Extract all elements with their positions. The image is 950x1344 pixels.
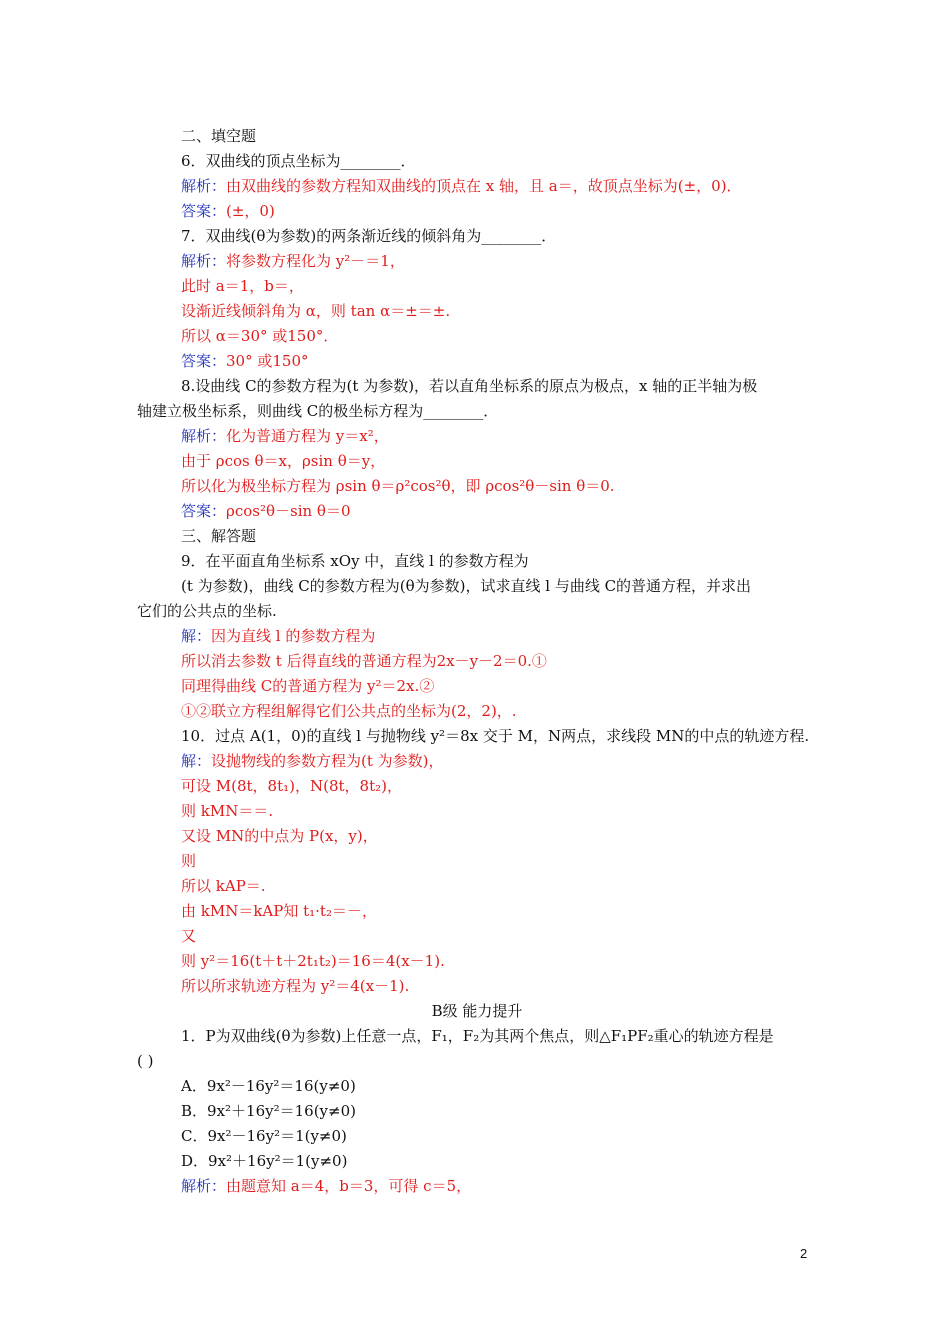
line-text: 30° 或150° — [226, 352, 309, 370]
line-text: 由于 ρcos θ＝x，ρsin θ＝y， — [181, 452, 386, 470]
answer-label: 解： — [181, 752, 212, 770]
line-text: 所以化为极坐标方程为 ρsin θ＝ρ²cos²θ，即 ρcos²θ－sin θ＝0. — [181, 477, 615, 495]
text-line — [181, 549, 817, 573]
line-text: ( ) — [137, 1052, 154, 1070]
text-line — [181, 649, 817, 673]
text-line — [181, 774, 817, 798]
line-text: 此时 a＝1，b＝， — [181, 277, 304, 295]
line-text: 所以 α＝30° 或150°． — [181, 327, 339, 345]
line-text: 设抛物线的参数方程为(t 为参数)， — [211, 752, 444, 770]
text-line — [181, 724, 817, 748]
answer-label: 答案： — [181, 202, 227, 220]
line-text: 7．双曲线(θ为参数)的两条渐近线的倾斜角为________． — [181, 227, 557, 245]
text-line — [181, 524, 817, 548]
line-text: 8.设曲线 C的参数方程为(t 为参数)，若以直角坐标系的原点为极点，x 轴的正半轴为极 — [181, 377, 758, 395]
answer-label: 解析： — [181, 427, 227, 445]
line-text: D．9x²＋16y²＝1(y≠0) — [181, 1152, 348, 1170]
line-text: C．9x²－16y²＝1(y≠0) — [181, 1127, 347, 1145]
line-text: 则 y²＝16(t＋t＋2t₁t₂)＝16＝4(x－1). — [181, 952, 445, 970]
line-text: 又设 MN的中点为 P(x，y)， — [181, 827, 378, 845]
text-line — [181, 449, 817, 473]
text-line — [181, 699, 817, 723]
line-text: 可设 M(8t，8t₁)，N(8t，8t₂)， — [181, 777, 402, 795]
line-text: 因为直线 l 的参数方程为 — [211, 627, 376, 645]
text-line — [181, 674, 817, 698]
text-line — [137, 999, 817, 1023]
text-line — [181, 149, 817, 173]
text-line — [181, 1024, 817, 1048]
line-text: B．9x²＋16y²＝16(y≠0) — [181, 1102, 356, 1120]
line-text: 化为普通方程为 y＝x²， — [226, 427, 389, 445]
answer-label: 解析： — [181, 1177, 227, 1195]
text-line — [137, 599, 817, 623]
text-line — [181, 299, 817, 323]
text-line — [181, 374, 817, 398]
page-number: 2 — [800, 1246, 808, 1261]
text-line — [181, 424, 817, 448]
text-line — [181, 249, 817, 273]
text-line — [181, 574, 817, 598]
line-text: 它们的公共点的坐标. — [137, 602, 277, 620]
line-text: ①②联立方程组解得它们公共点的坐标为(2，2)，. — [181, 702, 517, 720]
line-text: 二、填空题 — [181, 127, 257, 145]
line-text: 所以消去参数 t 后得直线的普通方程为2x－y－2＝0.① — [181, 652, 547, 670]
line-text: 由双曲线的参数方程知双曲线的顶点在 x 轴，且 a＝，故顶点坐标为(±，0)． — [226, 177, 742, 195]
answer-label: 答案： — [181, 352, 227, 370]
line-text: 所以所求轨迹方程为 y²＝4(x－1). — [181, 977, 410, 995]
line-text: 则 — [181, 852, 197, 870]
answer-label: 答案： — [181, 502, 227, 520]
line-text: 设渐近线倾斜角为 α，则 tan α＝±＝±. — [181, 302, 451, 320]
text-line — [181, 324, 817, 348]
text-line — [181, 974, 817, 998]
text-line — [137, 399, 817, 423]
line-text: 9．在平面直角坐标系 xOy 中，直线 l 的参数方程为 — [181, 552, 529, 570]
line-text: 所以 kAP＝. — [181, 877, 266, 895]
text-line — [181, 899, 817, 923]
answer-label: 解析： — [181, 177, 227, 195]
line-text: (±，0) — [226, 202, 275, 220]
text-line — [181, 849, 817, 873]
line-text: 则 kMN＝＝. — [181, 802, 274, 820]
text-line — [181, 1149, 817, 1173]
text-line — [181, 224, 817, 248]
line-text: B级 能力提升 — [431, 1002, 523, 1020]
text-line — [181, 749, 817, 773]
answer-label: 解： — [181, 627, 212, 645]
line-text: 6．双曲线的顶点坐标为________． — [181, 152, 416, 170]
line-text: ρcos²θ－sin θ＝0 — [226, 502, 351, 520]
answer-label: 解析： — [181, 252, 227, 270]
text-line — [181, 474, 817, 498]
line-text: 由题意知 a＝4，b＝3，可得 c＝5， — [226, 1177, 472, 1195]
text-line — [181, 174, 817, 198]
line-text: A．9x²－16y²＝16(y≠0) — [181, 1077, 356, 1095]
text-line — [181, 1099, 817, 1123]
text-line — [181, 924, 817, 948]
line-text: 又 — [181, 927, 197, 945]
text-line — [181, 824, 817, 848]
text-line — [181, 949, 817, 973]
line-text: 由 kMN＝kAP知 t₁·t₂＝－， — [181, 902, 377, 920]
line-text: 三、解答题 — [181, 527, 257, 545]
text-line — [181, 874, 817, 898]
text-line — [137, 1049, 817, 1073]
text-line — [181, 124, 817, 148]
text-line — [181, 499, 817, 523]
line-text: (t 为参数)，曲线 C的参数方程为(θ为参数)，试求直线 l 与曲线 C的普通方程，并求出 — [181, 577, 752, 595]
text-line — [181, 799, 817, 823]
text-line — [181, 1174, 817, 1198]
text-line — [181, 1074, 817, 1098]
text-line — [181, 199, 817, 223]
text-line — [181, 349, 817, 373]
text-line — [181, 624, 817, 648]
line-text: 1．P为双曲线(θ为参数)上任意一点，F₁，F₂为其两个焦点，则△F₁PF₂重心的轨迹方程是 — [181, 1027, 774, 1045]
text-line — [181, 274, 817, 298]
line-text: 10．过点 A(1，0)的直线 l 与抛物线 y²＝8x 交于 M，N两点，求线段 MN的中点的轨迹方程. — [181, 727, 810, 745]
line-text: 轴建立极坐标系，则曲线 C的极坐标方程为________． — [137, 402, 499, 420]
line-text: 同理得曲线 C的普通方程为 y²＝2x.② — [181, 677, 435, 695]
line-text: 将参数方程化为 y²－＝1， — [226, 252, 405, 270]
text-line — [181, 1124, 817, 1148]
